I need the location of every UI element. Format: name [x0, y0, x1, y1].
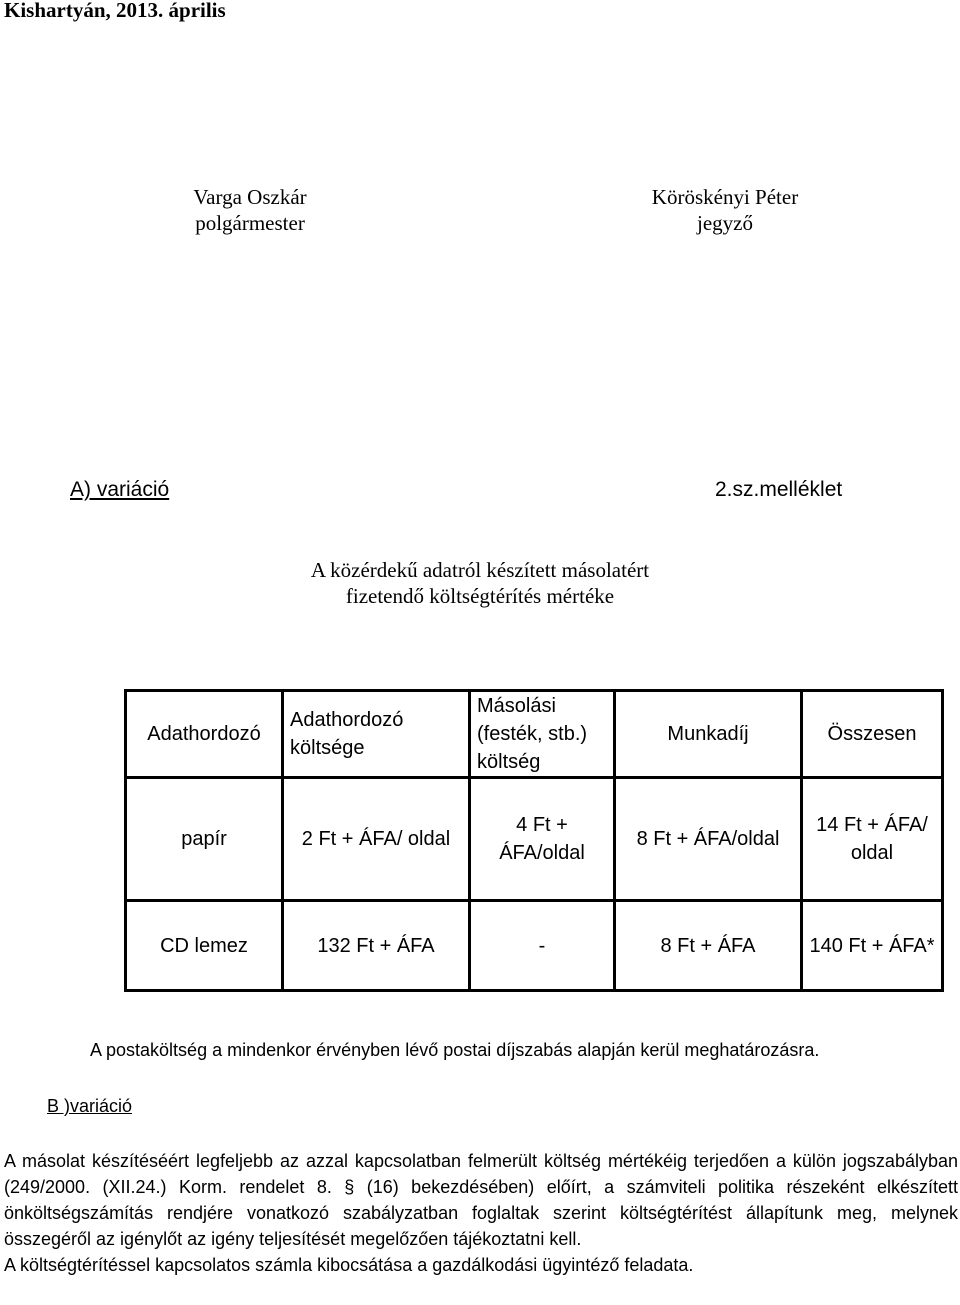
table-cell: 140 Ft + ÁFA* — [802, 901, 943, 991]
heading-line-1: A közérdekű adatról készített másolatért — [310, 558, 650, 582]
postal-note: A postaköltség a mindenkor érvényben lévő postai díjszabás alapján kerül meghatározásra. — [90, 1040, 820, 1060]
table-cell: CD lemez — [126, 901, 283, 991]
signature-title: jegyző — [697, 211, 753, 235]
table-header-cell: Adathordozó költsége — [283, 691, 470, 778]
table-cell: 132 Ft + ÁFA — [283, 901, 470, 991]
annex-label: 2.sz.melléklet — [715, 478, 843, 501]
table-header-row — [126, 691, 943, 778]
table-row — [126, 901, 943, 991]
signature-notary — [625, 184, 825, 236]
table-cell: 2 Ft + ÁFA/ oldal — [283, 778, 470, 901]
signature-title: polgármester — [195, 211, 305, 235]
table-header-cell: Adathordozó — [126, 691, 283, 778]
variant-a-label: A) variáció — [70, 478, 170, 501]
table-cell: 8 Ft + ÁFA — [615, 901, 802, 991]
signature-name: Varga Oszkár — [193, 185, 307, 209]
table-header-cell: Összesen — [802, 691, 943, 778]
fee-table — [124, 689, 944, 992]
variant-b-label: B )variáció — [47, 1096, 133, 1116]
closing-line: A költségtérítéssel kapcsolatos számla kibocsátása a gazdálkodási ügyintéző feladata. — [4, 1255, 694, 1275]
table-cell: 14 Ft + ÁFA/ oldal — [802, 778, 943, 901]
body-paragraph: A másolat készítéséért legfeljebb az azzal kapcsolatban felmerült költség mértékéig terjedően a külön jogszabályban (249/2000. (XII.24.) Korm. rendelet 8. § (16) bekezdésében) előírt, a számviteli politika részeként elkészített önköltségszámítás rendjére vonatkozó szabályzatban foglaltak szerint költségtérítést állapítunk meg, melynek összegéről az igénylőt az igény teljesítését megelőzően tájékoztatni kell. — [4, 1151, 958, 1249]
document-heading — [0, 557, 960, 609]
table-row — [126, 778, 943, 901]
signature-mayor — [150, 184, 350, 236]
date-line: Kishartyán, 2013. április — [4, 0, 226, 22]
signature-name: Köröskényi Péter — [651, 185, 799, 209]
table-cell: papír — [126, 778, 283, 901]
table-cell: - — [470, 901, 615, 991]
table-cell: 8 Ft + ÁFA/oldal — [615, 778, 802, 901]
table-cell: 4 Ft + ÁFA/oldal — [470, 778, 615, 901]
table-header-cell: Másolási (festék, stb.) költség — [470, 691, 615, 778]
heading-line-2: fizetendő költségtérítés mértéke — [345, 584, 615, 608]
body-text — [4, 1148, 958, 1278]
table-header-cell: Munkadíj — [615, 691, 802, 778]
